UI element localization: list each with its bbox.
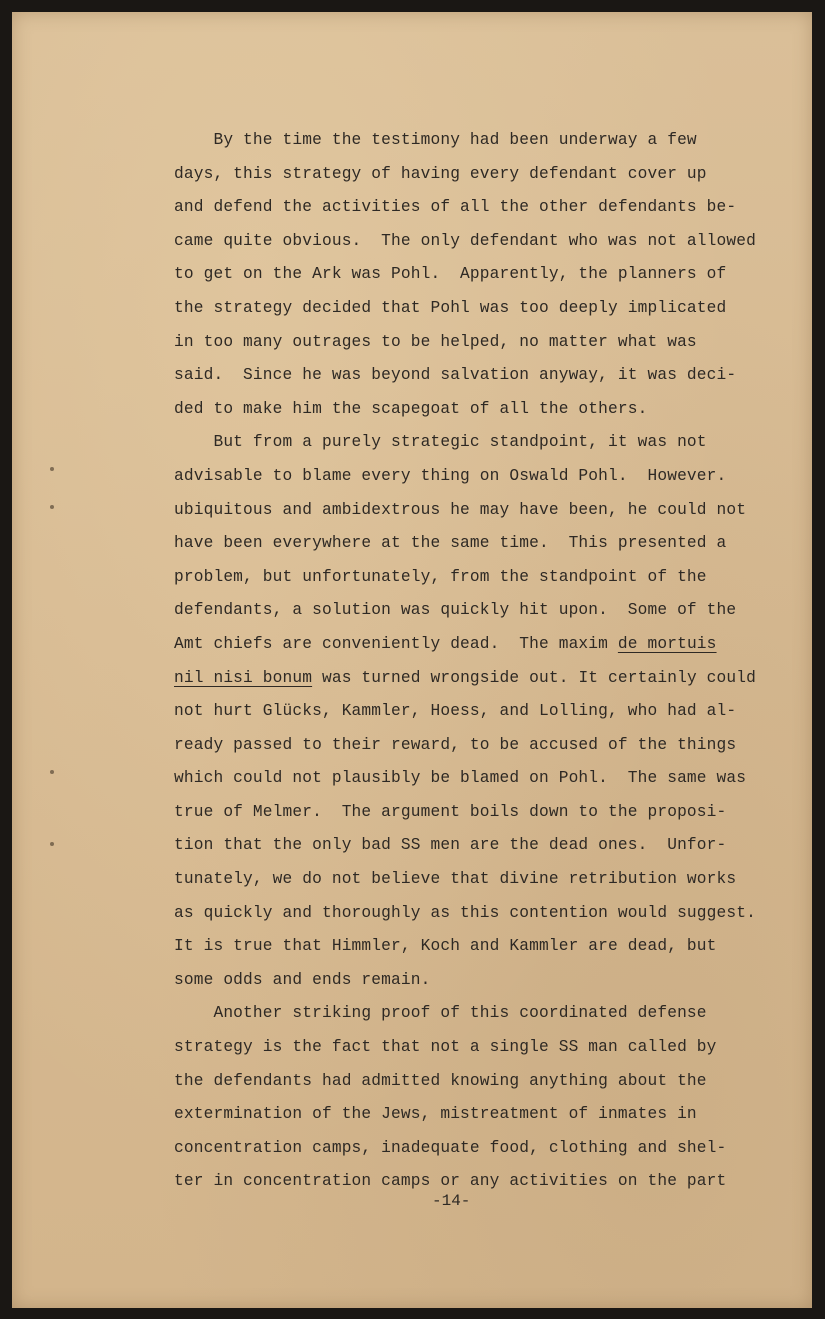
text-line: and defend the activities of all the other defendants be- (174, 198, 737, 217)
text-line: some odds and ends remain. (174, 970, 431, 989)
text-line: extermination of the Jews, mistreatment of inmates in (174, 1105, 697, 1124)
text-line: strategy is the fact that not a single SS man called by (174, 1038, 717, 1057)
text-line: came quite obvious. The only defendant who was not allowed (174, 231, 756, 250)
page-number: -14- (432, 1192, 471, 1210)
text-line: days, this strategy of having every defendant cover up (174, 164, 707, 183)
text-segment: Amt chiefs are conveniently dead. The maxim (174, 634, 618, 653)
text-line: ubiquitous and ambidextrous he may have been, he could not (174, 500, 747, 519)
text-line: the defendants had admitted knowing anything about the (174, 1071, 707, 1090)
text-line: problem, but unfortunately, from the standpoint of the (174, 567, 707, 586)
text-line: By the time the testimony had been underway a few (174, 131, 697, 149)
binder-hole-mark (50, 467, 54, 471)
binder-hole-mark (50, 505, 54, 509)
text-line: advisable to blame every thing on Oswald Pohl. However. (174, 466, 727, 485)
text-line: as quickly and thoroughly as this contention would suggest. (174, 903, 756, 922)
latin-phrase-underlined: nil nisi bonum (174, 668, 313, 687)
document-page (12, 12, 812, 1308)
text-line: Another striking proof of this coordinated defense (174, 1004, 707, 1023)
binder-hole-mark (50, 770, 54, 774)
latin-phrase-underlined: de mortuis (617, 634, 717, 653)
text-line: said. Since he was beyond salvation anyway, it was deci- (174, 366, 737, 385)
text-line: not hurt Glücks, Kammler, Hoess, and Lolling, who had al- (174, 702, 737, 721)
typescript-body (174, 124, 784, 1199)
text-line: in too many outrages to be helped, no matter what was (174, 332, 697, 351)
text-line-with-latin (174, 628, 784, 662)
text-line: ter in concentration camps or any activities on the part (174, 1172, 727, 1191)
text-line: ded to make him the scapegoat of all the others. (174, 399, 648, 418)
text-line: It is true that Himmler, Koch and Kammler are dead, but (174, 937, 717, 956)
binder-hole-mark (50, 842, 54, 846)
text-line: the strategy decided that Pohl was too deeply implicated (174, 298, 727, 317)
text-line: defendants, a solution was quickly hit upon. Some of the (174, 601, 737, 620)
text-line: which could not plausibly be blamed on Pohl. The same was (174, 769, 747, 788)
text-line-with-latin (174, 662, 784, 696)
text-line: But from a purely strategic standpoint, it was not (174, 433, 707, 452)
text-line: ready passed to their reward, to be accused of the things (174, 735, 737, 754)
text-line: to get on the Ark was Pohl. Apparently, the planners of (174, 265, 727, 284)
text-segment: was turned wrongside out. It certainly could (312, 668, 756, 687)
text-line: have been everywhere at the same time. This presented a (174, 534, 727, 553)
text-line: tion that the only bad SS men are the dead ones. Unfor- (174, 836, 727, 855)
text-line: concentration camps, inadequate food, clothing and shel- (174, 1138, 727, 1157)
text-line: tunately, we do not believe that divine retribution works (174, 870, 737, 889)
text-line: true of Melmer. The argument boils down to the proposi- (174, 802, 727, 821)
